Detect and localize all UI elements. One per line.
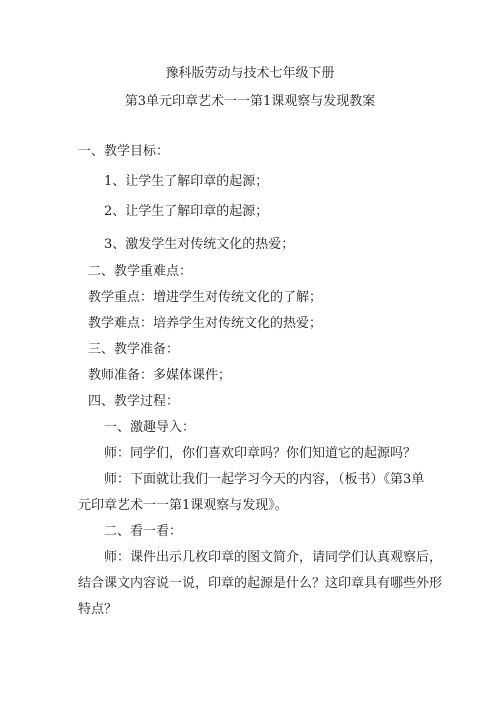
section-heading-process: 四、教学过程： [88, 394, 180, 409]
section-heading-preparation: 三、教学准备： [88, 342, 180, 357]
paragraph: 师：同学们，你们喜欢印章吗？你们知道它的起源吗？ [104, 446, 417, 461]
document-title: 豫科版劳动与技术七年级下册 [165, 66, 335, 81]
paragraph: 教学难点：培养学生对传统文化的热爱； [88, 316, 323, 331]
subsection-heading: 二、看一看： [104, 524, 183, 539]
objective-item: 2、让学生了解印章的起源； [104, 204, 269, 219]
objective-item: 3、激发学生对传统文化的热爱； [104, 237, 295, 252]
section-heading-key-points: 二、教学重难点： [88, 264, 193, 279]
objective-item: 1、让学生了解印章的起源； [104, 174, 269, 189]
subsection-heading: 一、激趣导入： [104, 420, 196, 435]
document-subtitle: 第3单元印章艺术一一第1课观察与发现教案 [124, 94, 376, 109]
paragraph: 元印章艺术一一第1课观察与发现》。 [78, 498, 288, 513]
paragraph: 师：课件出示几枚印章的图文简介，请同学们认真观察后， [104, 550, 443, 565]
paragraph: 师：下面就让我们一起学习今天的内容，（板书）《第3单 [104, 472, 425, 487]
section-heading-objectives: 一、教学目标： [78, 144, 170, 159]
paragraph: 结合课文内容说一说，印章的起源是什么？这印章具有哪些外形 [78, 576, 443, 591]
paragraph: 特点？ [78, 602, 118, 617]
paragraph: 教师准备：多媒体课件； [88, 368, 232, 383]
paragraph: 教学重点：增进学生对传统文化的了解； [88, 290, 323, 305]
